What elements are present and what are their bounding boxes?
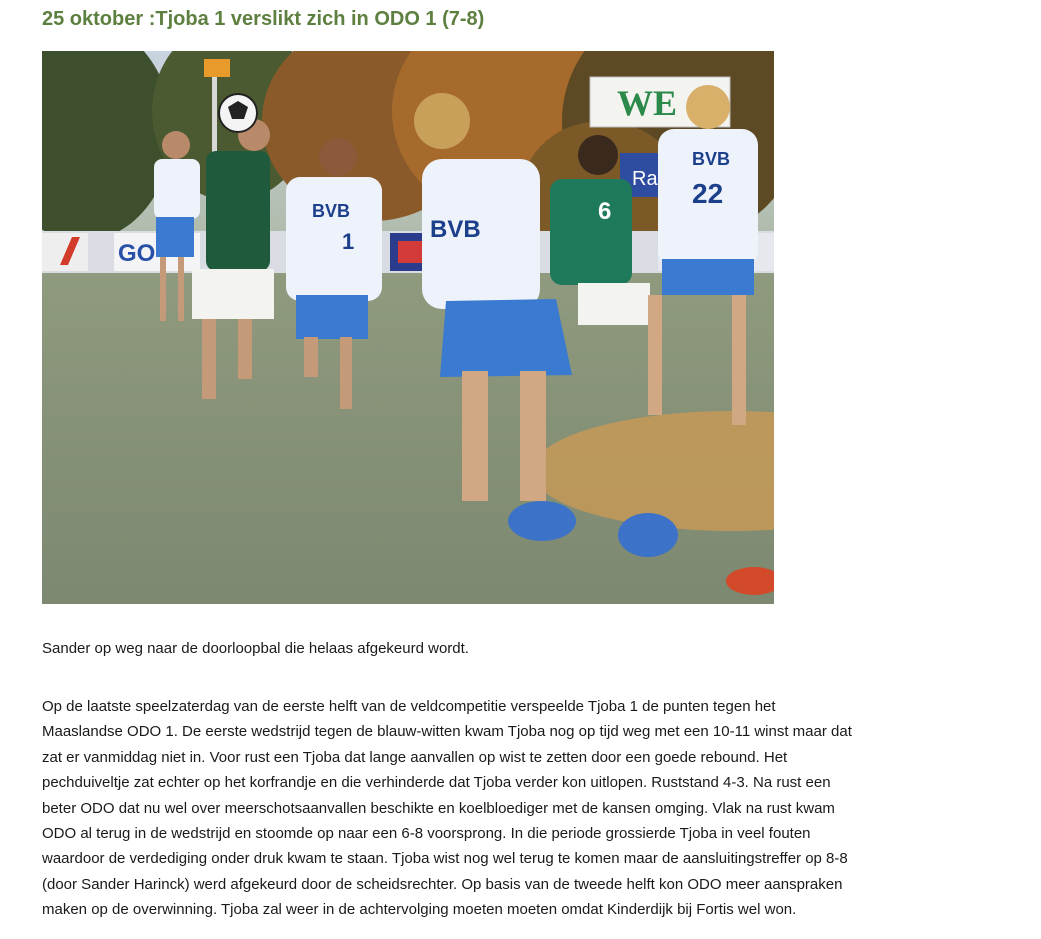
jersey-number-1: 1 bbox=[342, 229, 355, 254]
match-photo bbox=[42, 51, 774, 604]
article-body-line: Maaslandse ODO 1. De eerste wedstrijd tegen de blauw-witten kwam Tjoba nog op tijd weg met een 10-11 winst maar dat bbox=[42, 723, 852, 741]
article-body-line: waardoor de verdediging onder druk kwam te staan. Tjoba wist nog wel terug te komen maar de aansluitingstreffer op 8-8 bbox=[42, 850, 848, 868]
article-body-line: ODO al terug in de wedstrijd en stoomde op naar een 6-8 voorsprong. In die periode grossierde Tjoba in veel fouten bbox=[42, 825, 811, 843]
article-body bbox=[42, 694, 1017, 923]
board-side-text: Ra bbox=[632, 168, 658, 190]
article-body-line: beter ODO dat nu wel over meerschotsaanvallen beschikte en koelbloediger met de kansen omging. Vlak na rust kwam bbox=[42, 799, 835, 817]
jersey-number-6: 6 bbox=[598, 198, 612, 225]
photo-caption: Sander op weg naar de doorloopbal die helaas afgekeurd wordt. bbox=[42, 640, 469, 657]
jersey-number-22: 22 bbox=[692, 178, 724, 209]
article-body-line: (door Sander Harinck) werd afgekeurd door de scheidsrechter. Op basis van de tweede helft kon ODO meer aanspraken bbox=[42, 875, 843, 893]
article-body-line: Op de laatste speelzaterdag van de eerste helft van de veldcompetitie verspeelde Tjoba 1 de punten tegen het bbox=[42, 698, 776, 715]
jersey-sponsor-22: BVB bbox=[692, 149, 731, 169]
article-title: 25 oktober :Tjoba 1 verslikt zich in ODO 1 (7-8) bbox=[42, 8, 485, 30]
jersey-sponsor-front: BVB bbox=[430, 216, 481, 243]
match-photo-illustration bbox=[42, 51, 774, 604]
article-body-line: pechduiveltje zat echter op het korfrandje en die verhinderde dat Tjoba verder kon uitlopen. Ruststand 4-3. Na rust een bbox=[42, 774, 831, 792]
article-body-line: maken op de overwinning. Tjoba zal weer in de achtervolging moeten moeten omdat Kinderdijk bij Fortis wel won. bbox=[42, 901, 797, 919]
board-left-text: GO bbox=[118, 240, 156, 267]
jersey-sponsor-1: BVB bbox=[312, 201, 351, 221]
board-top-text: WE bbox=[617, 83, 678, 123]
article-body-line: zat er vanmiddag niet in. Voor rust een Tjoba dat lange aanvallen op wist te zetten door een goede rebound. Het bbox=[42, 748, 788, 766]
